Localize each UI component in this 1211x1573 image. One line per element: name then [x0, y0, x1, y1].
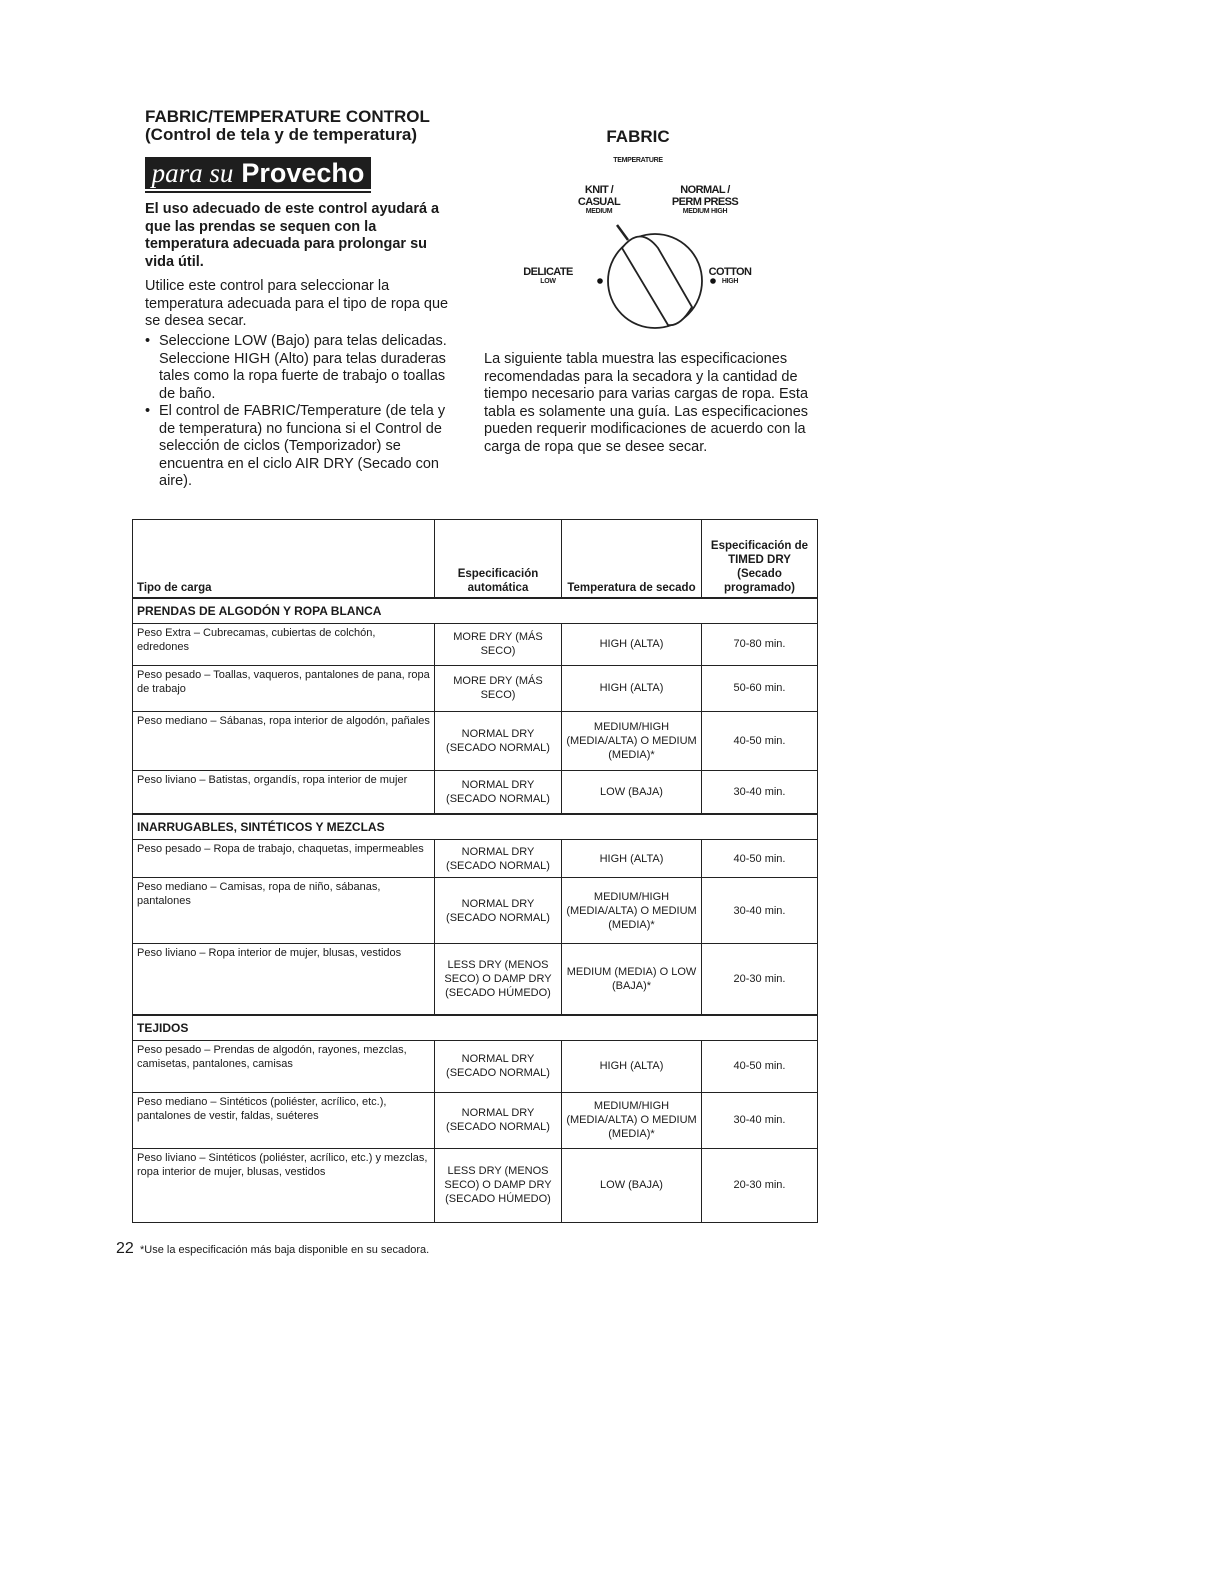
table-row: [133, 665, 818, 711]
cell-time: 40-50 min.: [702, 1040, 818, 1092]
table-row: [133, 770, 818, 814]
dial-dot-low: [597, 278, 603, 284]
cell-temp: MEDIUM/HIGH (MEDIA/ALTA) O MEDIUM (MEDIA)*: [562, 1092, 702, 1148]
cell-load: Peso pesado – Ropa de trabajo, chaquetas, impermeables: [133, 840, 435, 878]
cell-auto: NORMAL DRY (SECADO NORMAL): [435, 711, 562, 770]
col-header-timed: Especificación de TIMED DRY (Secado programado): [702, 520, 818, 598]
cell-load: Peso liviano – Sintéticos (poliéster, acrílico, etc.) y mezclas, ropa interior de mujer, blusas, vestidos: [133, 1148, 435, 1222]
table-row: [133, 1148, 818, 1222]
cell-temp: HIGH (ALTA): [562, 1040, 702, 1092]
cell-auto: NORMAL DRY (SECADO NORMAL): [435, 1092, 562, 1148]
table-row: [133, 944, 818, 1015]
intro-text: El uso adecuado de este control ayudará a que las prendas se sequen con la temperatura adecuada para prolongar su vida útil.: [145, 201, 440, 270]
cell-auto: NORMAL DRY (SECADO NORMAL): [435, 1040, 562, 1092]
badge-underline: [145, 191, 371, 193]
section-title: PRENDAS DE ALGODÓN Y ROPA BLANCA: [133, 598, 818, 624]
cell-temp: MEDIUM/HIGH (MEDIA/ALTA) O MEDIUM (MEDIA)*: [562, 878, 702, 944]
bullet-list: [145, 333, 463, 491]
cell-auto: LESS DRY (MENOS SECO) O DAMP DRY (SECADO HÚMEDO): [435, 1148, 562, 1222]
section-row-knits: [133, 1015, 818, 1041]
badge-bold: Provecho: [241, 157, 365, 188]
cell-auto: NORMAL DRY (SECADO NORMAL): [435, 840, 562, 878]
bullet-item: • Seleccione LOW (Bajo) para telas delicadas. Seleccione HIGH (Alto) para telas duraderas tales como la ropa fuerte de trabajo o toallas de baño.: [145, 333, 463, 403]
cell-time: 20-30 min.: [702, 1148, 818, 1222]
cell-temp: HIGH (ALTA): [562, 623, 702, 665]
cell-load: Peso liviano – Ropa interior de mujer, blusas, vestidos: [133, 944, 435, 1015]
dial-subtitle: TEMPERATURE: [613, 157, 663, 164]
dial-delicate-label: DELICATE LOW: [523, 266, 573, 285]
section-row-permanent-press: [133, 814, 818, 840]
cell-auto: MORE DRY (MÁS SECO): [435, 623, 562, 665]
para-su-provecho-badge: [145, 157, 371, 189]
cell-time: 30-40 min.: [702, 1092, 818, 1148]
dial-dot-high: [710, 278, 716, 284]
section-title: TEJIDOS: [133, 1015, 818, 1041]
cell-load: Peso mediano – Sábanas, ropa interior de algodón, pañales: [133, 711, 435, 770]
cell-time: 30-40 min.: [702, 770, 818, 814]
col-header-load-type: Tipo de carga: [133, 520, 435, 598]
cell-auto: NORMAL DRY (SECADO NORMAL): [435, 878, 562, 944]
table-row: [133, 711, 818, 770]
cell-temp: MEDIUM (MEDIA) O LOW (BAJA)*: [562, 944, 702, 1015]
col-header-temp: Temperatura de secado: [562, 520, 702, 598]
cell-auto: LESS DRY (MENOS SECO) O DAMP DRY (SECADO HÚMEDO): [435, 944, 562, 1015]
section-row-cotton: [133, 598, 818, 624]
dial-normal-perm-label: NORMAL / PERM PRESS MEDIUM HIGH: [671, 184, 739, 215]
cell-time: 50-60 min.: [702, 665, 818, 711]
table-intro-text: La siguiente tabla muestra las especificaciones recomendadas para la secadora y la cantidad de tiempo necesario para varias cargas de ropa. Esta tabla es solamente una guía. Las especificaciones pueden requerir modificaciones de acuerdo con la carga de ropa que se desee secar.: [484, 351, 809, 455]
col-header-auto: Especificación automática: [435, 520, 562, 598]
cell-time: 40-50 min.: [702, 840, 818, 878]
cell-auto: NORMAL DRY (SECADO NORMAL): [435, 770, 562, 814]
table-row: [133, 840, 818, 878]
fabric-temperature-dial-knob[interactable]: [560, 215, 730, 335]
cell-time: 70-80 min.: [702, 623, 818, 665]
table-row: [133, 1040, 818, 1092]
cell-load: Peso liviano – Batistas, organdís, ropa interior de mujer: [133, 770, 435, 814]
cell-temp: LOW (BAJA): [562, 770, 702, 814]
cell-temp: HIGH (ALTA): [562, 840, 702, 878]
cell-load: Peso mediano – Camisas, ropa de niño, sábanas, pantalones: [133, 878, 435, 944]
table-row: [133, 623, 818, 665]
dial-cotton-label: COTTON HIGH: [708, 266, 752, 285]
cell-load: Peso pesado – Toallas, vaqueros, pantalones de pana, ropa de trabajo: [133, 665, 435, 711]
footnote: *Use la especificación más baja disponible en su secadora.: [140, 1244, 430, 1256]
bullet-item: • El control de FABRIC/Temperature (de tela y de temperatura) no funciona si el Control de selección de ciclos (Temporizador) se encuentra en el ciclo AIR DRY (Secado con aire).: [145, 403, 463, 491]
section-title: INARRUGABLES, SINTÉTICOS Y MEZCLAS: [133, 814, 818, 840]
cell-time: 40-50 min.: [702, 711, 818, 770]
dial-title: FABRIC: [606, 127, 670, 146]
cell-time: 20-30 min.: [702, 944, 818, 1015]
drying-spec-table: [132, 519, 818, 1223]
cell-load: Peso mediano – Sintéticos (poliéster, acrílico, etc.), pantalones de vestir, faldas, suéteres: [133, 1092, 435, 1148]
cell-auto: MORE DRY (MÁS SECO): [435, 665, 562, 711]
table-row: [133, 878, 818, 944]
dial-knit-casual-label: KNIT / CASUAL MEDIUM: [577, 184, 621, 215]
section-heading: FABRIC/TEMPERATURE CONTROL: [145, 107, 430, 126]
section-subheading: (Control de tela y de temperatura): [145, 125, 418, 144]
cell-load: Peso pesado – Prendas de algodón, rayones, mezclas, camisetas, pantalones, camisas: [133, 1040, 435, 1092]
cell-temp: MEDIUM/HIGH (MEDIA/ALTA) O MEDIUM (MEDIA)*: [562, 711, 702, 770]
cell-temp: LOW (BAJA): [562, 1148, 702, 1222]
cell-time: 30-40 min.: [702, 878, 818, 944]
cell-temp: HIGH (ALTA): [562, 665, 702, 711]
badge-italic: para su: [151, 157, 234, 188]
dial-pointer: [617, 225, 628, 240]
page-number: 22: [116, 1240, 134, 1257]
table-header-row: [133, 520, 818, 598]
cell-load: Peso Extra – Cubrecamas, cubiertas de colchón, edredones: [133, 623, 435, 665]
table-row: [133, 1092, 818, 1148]
body-text: Utilice este control para seleccionar la temperatura adecuada para el tipo de ropa que se desea secar.: [145, 278, 449, 329]
